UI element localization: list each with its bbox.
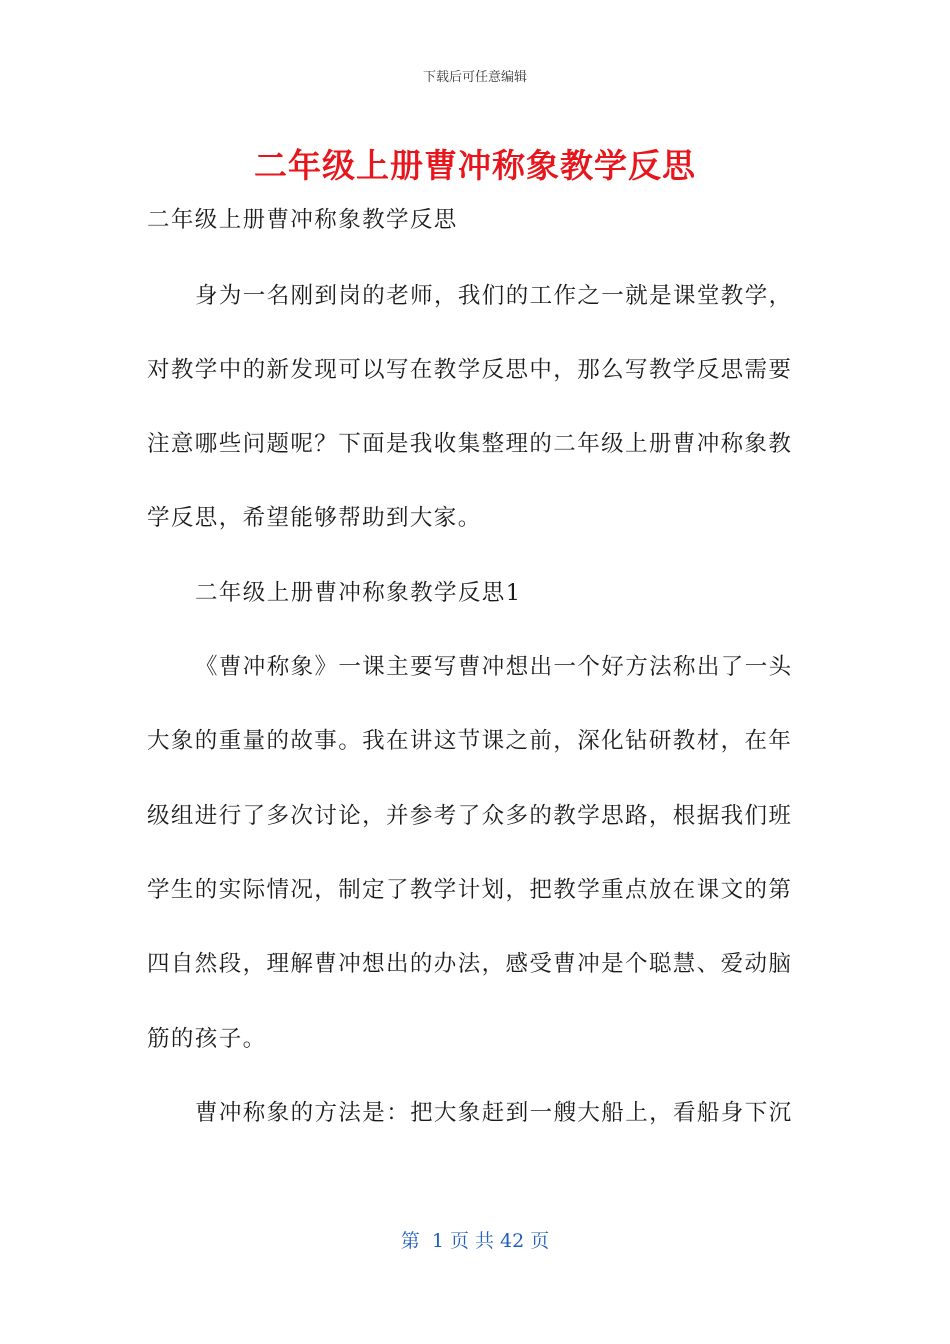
paragraph-line: 身为一名刚到岗的老师，我们的工作之一就是课堂教学，: [195, 283, 793, 309]
paragraph-line: 学反思，希望能够帮助到大家。: [147, 505, 482, 531]
page-number-footer: 第 1 页 共 42 页: [400, 1230, 550, 1252]
paragraph-line: 《曹冲称象》一课主要写曹冲想出一个好方法称出了一头: [195, 654, 793, 680]
section-heading: 二年级上册曹冲称象教学反思1: [195, 580, 522, 606]
paragraph-line: 学生的实际情况，制定了教学计划，把教学重点放在课文的第: [147, 877, 793, 903]
paragraph-line: 大象的重量的故事。我在讲这节课之前，深化钻研教材，在年: [147, 728, 793, 754]
subtitle-line: 二年级上册曹冲称象教学反思: [147, 207, 458, 233]
paragraph-line: 注意哪些问题呢？下面是我收集整理的二年级上册曹冲称象教: [147, 431, 793, 457]
paragraph-line: 对教学中的新发现可以写在教学反思中，那么写教学反思需要: [147, 357, 793, 383]
header-note: 下载后可任意编辑: [422, 70, 527, 85]
document-title: 二年级上册曹冲称象教学反思: [254, 146, 696, 185]
paragraph-line: 曹冲称象的方法是：把大象赶到一艘大船上，看船身下沉: [195, 1100, 793, 1126]
paragraph-line: 级组进行了多次讨论，并参考了众多的教学思路，根据我们班: [147, 803, 793, 829]
paragraph-line: 四自然段，理解曹冲想出的办法，感受曹冲是个聪慧、爱动脑: [147, 951, 793, 977]
paragraph-line: 筋的孩子。: [147, 1026, 267, 1052]
